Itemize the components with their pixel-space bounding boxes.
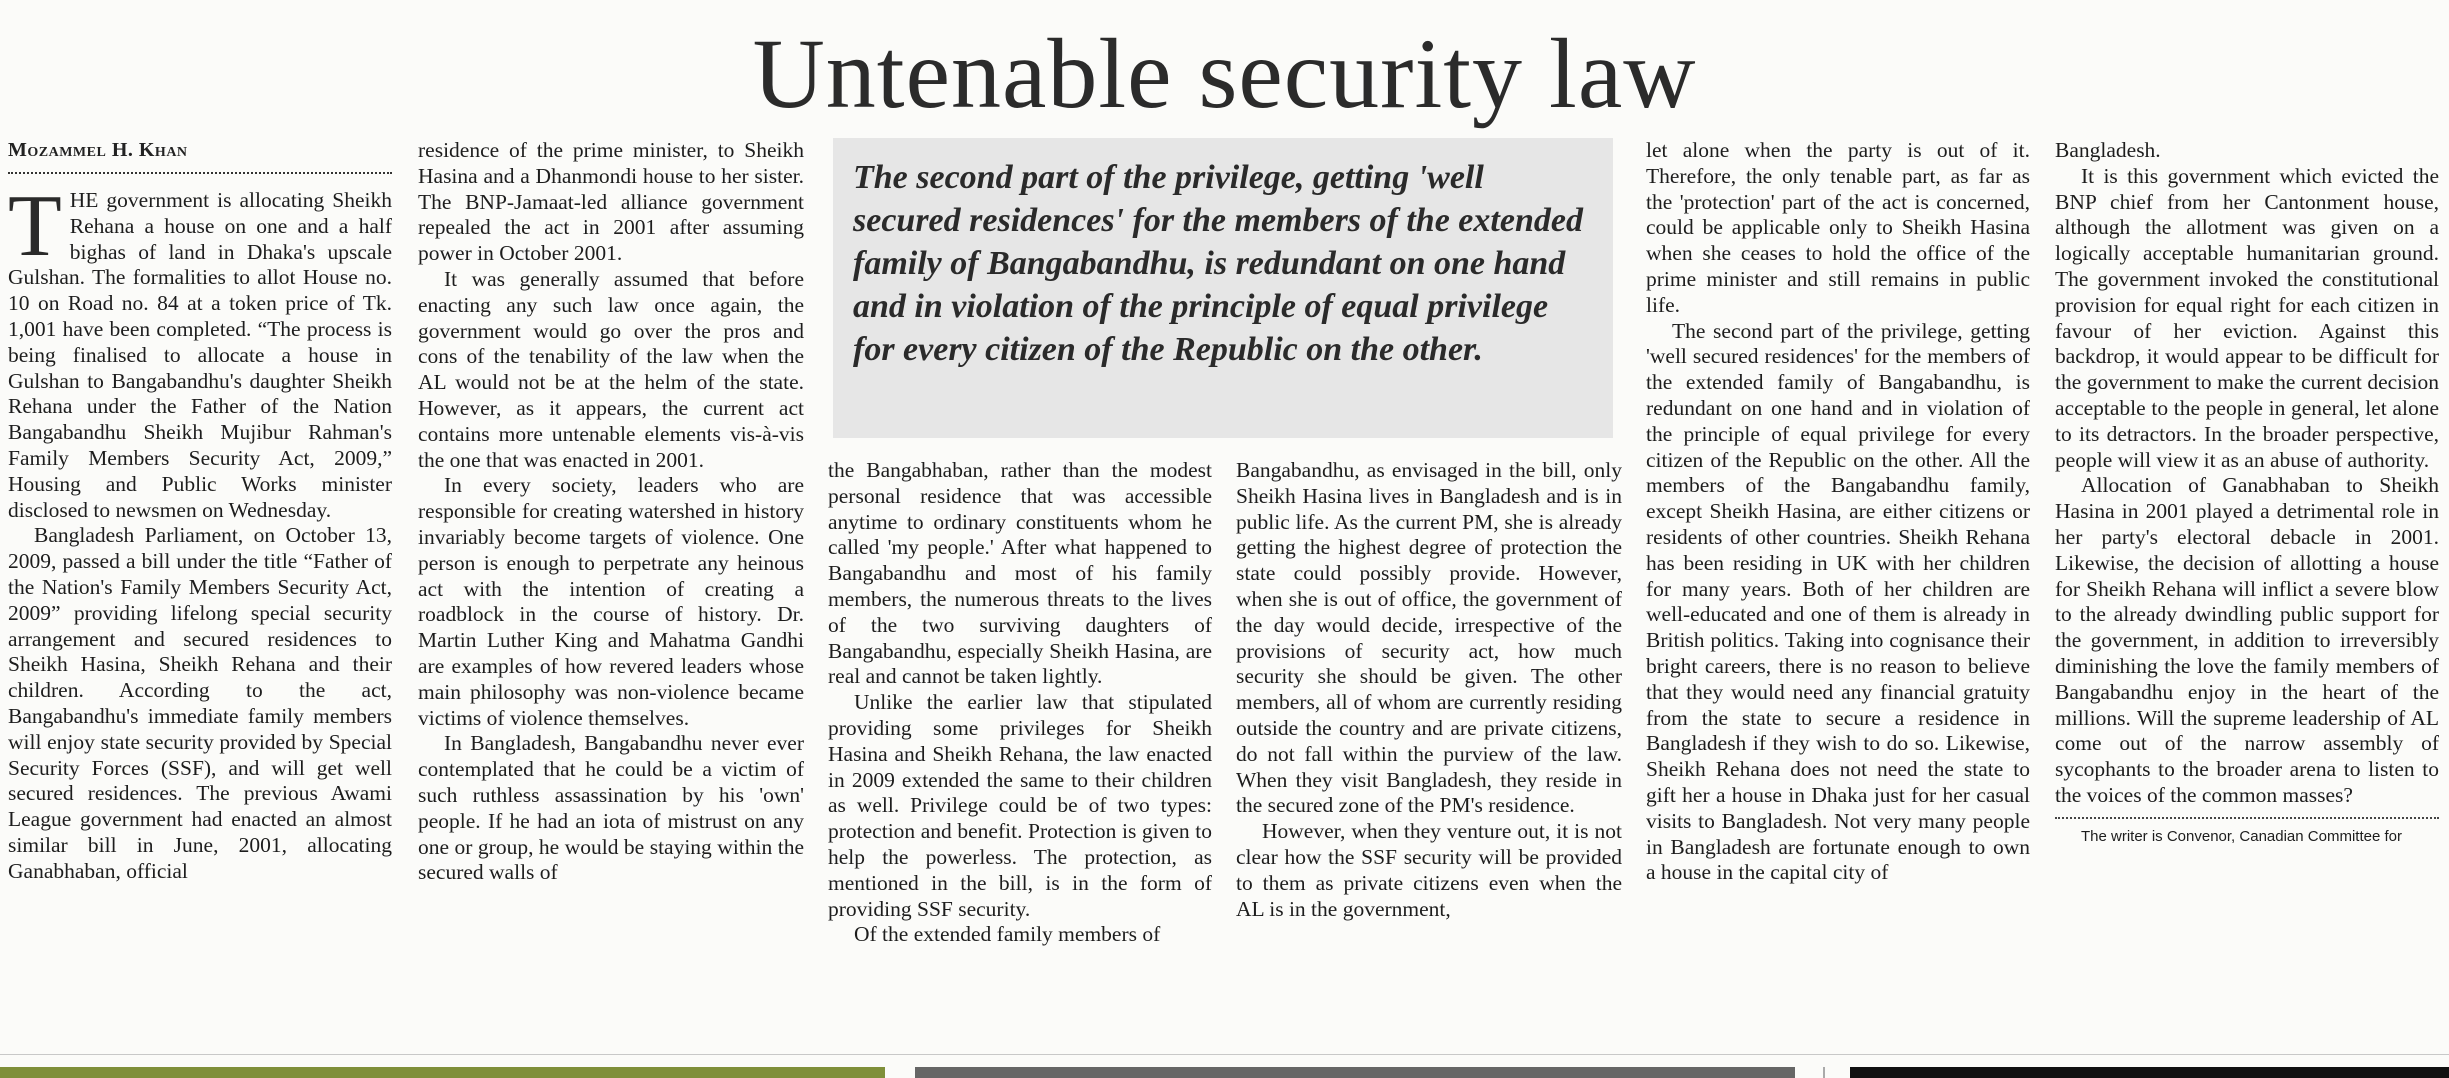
column-2 (418, 138, 804, 1070)
paragraph: The second part of the privilege, getting 'well secured residences' for the members of the extended family of Bangabandhu, is redundant on one hand and in violation of the principle of equal privilege for every citizen of the Republic on the other. All the members of the Bangabandhu family, except Sheikh Hasina, are either citizens or residents of other countries. Sheikh Rehana has been residing in UK with her children for many years. Both of her children are well-educated and one of them is already in British politics. Taking into cognisance their bright careers, there is no reason to believe that they would need any financial gratuity from the state to secure a residence in Bangladesh if they wish to do so. Likewise, Sheikh Rehana does not need the state to gift her a house in Dhaka just for her casual visits to Bangladesh. Not very many people in Bangladesh are fortunate enough to own a house in the capital city of (1646, 318, 2030, 885)
paragraph: Bangladesh. (2055, 138, 2161, 162)
paragraph: Bangabandhu, as envisaged in the bill, only Sheikh Hasina lives in Bangladesh and is in public life. As the current PM, she is already getting the highest degree of protection the state could possibly provide. However, when she is out of office, the government of the day would decide, irrespective of the provisions of security act, how much security she should be given. The other members, all of whom are currently residing outside the country and are private citizens, do not fall within the purview of the law. When they visit Bangladesh, they reside in the secured zone of the PM's residence. (1236, 458, 1622, 818)
paragraph: residence of the prime minister, to Sheikh Hasina and a Dhanmondi house to her sister. The BNP-Jamaat-led alliance government repealed the act in 2001 after assuming power in October 2001. (418, 138, 804, 266)
paragraph: In Bangladesh, Bangabandhu never ever contemplated that he could be a victim of such ruthless assassination by his 'own' people. If he had an iota of mistrust on any one or group, he would be staying within the secured walls of (418, 731, 804, 885)
paragraph: Unlike the earlier law that stipulated providing some privileges for Sheikh Hasina and Sheikh Rehana, the law enacted in 2009 extended the same to their children as well. Privilege could be of two types: protection and benefit. Protection is given to help the powerless. The protection, as mentioned in the bill, is in the form of providing SSF security. (828, 690, 1212, 921)
footer-band-grey (915, 1067, 1795, 1078)
paragraph: THE government is allocating Sheikh Rehana a house on one and a half bighas of land in Dhaka's upscale Gulshan. The formalities to allot House no. 10 on Road no. 84 at a token price of Tk. 1,001 have been completed. “The process is being finalised to allocate a house in Gulshan to Bangabandhu's daughter Sheikh Rehana under the Father of the Nation Bangabandhu Sheikh Mujibur Rahman's Family Members Security Act, 2009,” Housing and Public Works minister disclosed to newsmen on Wednesday. (8, 178, 392, 522)
paragraph: It is this government which evicted the BNP chief from her Cantonment house, although the allotment was given on a logically acceptable humanitarian ground. The government invoked the constitutional provision for equal right for each citizen in favour of her eviction. Against this backdrop, it would appear to be difficult for the government to make the current decision acceptable to the people in general, let alone to its detractors. In the broader perspective, people will view it as an abuse of authority. (2055, 163, 2439, 472)
column-1 (8, 138, 392, 1070)
paragraph: let alone when the party is out of it. Therefore, the only tenable part, as far as the 'protection' part of the act is concerned, could be applicable only to Sheikh Hasina when she ceases to hold the office of the prime minister and still remains in public life. (1646, 138, 2030, 317)
footer-divider (0, 1054, 2449, 1055)
paragraph: Bangladesh Parliament, on October 13, 2009, passed a bill under the title “Father of the Nation's Family Members Security Act, 2009” providing lifelong special security arrangement and secured residences to Sheikh Hasina, Sheikh Rehana and their children. According to the act, Bangabandhu's immediate family members will enjoy state security provided by Special Security Forces (SSF), and will get well secured residences. The previous Awami League government had enacted an almost similar bill in June, 2001, allocating Ganabhaban, official (8, 523, 392, 883)
pull-quote: The second part of the privilege, getting 'well secured residences' for the members of the extended family of Bangabandhu, is redundant on one hand and in violation of the principle of equal privilege for every citizen of the Republic on the other. (833, 138, 1613, 438)
footer-band-black (1850, 1067, 2449, 1078)
paragraph: Of the extended family members of (854, 922, 1161, 947)
author-note: The writer is Convenor, Canadian Committee for (2081, 827, 2402, 845)
column-4 (1236, 458, 1622, 1070)
byline: Mozammel H. Khan (8, 139, 188, 161)
footer-band-separator (1823, 1067, 1825, 1078)
column-6 (2055, 138, 2439, 1070)
column-3 (828, 458, 1212, 1070)
byline-rule (8, 172, 392, 174)
paragraph: In every society, leaders who are responsible for creating watershed in history invariably become targets of violence. One person is enough to perpetrate any heinous act with the intention of creating a roadblock in the course of history. Dr. Martin Luther King and Mahatma Gandhi are examples of how revered leaders whose main philosophy was non-violence became victims of violence themselves. (418, 473, 804, 730)
dropcap: T (8, 178, 62, 275)
endnote-rule (2055, 817, 2439, 847)
footer-band-green (0, 1067, 885, 1078)
paragraph: It was generally assumed that before enacting any such law once again, the government would go over the pros and cons of the tenability of the law when the AL would not be at the helm of the state. However, as it appears, the current act contains more untenable elements vis-à-vis the one that was enacted in 2001. (418, 266, 804, 472)
headline: Untenable security law (752, 18, 1697, 129)
column-5 (1646, 138, 2030, 1070)
page-top-strip (0, 0, 2449, 8)
paragraph: Allocation of Ganabhaban to Sheikh Hasina in 2001 played a detrimental role in her party's electoral debacle in 2001. Likewise, the decision of allotting a house for Sheikh Rehana will inflict a severe blow to the already dwindling public support for the government, in addition to irreversibly diminishing the love the family members of Bangabandhu enjoy in the heart of the millions. Will the supreme leadership of AL come out of the narrow assembly of sycophants to the broader arena to listen to the voices of the common masses? (2055, 473, 2439, 807)
paragraph: the Bangabhaban, rather than the modest personal residence that was accessible anytime to ordinary constituents whom he called 'my people.' After what happened to Bangabandhu and most of his family members, the numerous threats to the lives of the two surviving daughters of Bangabandhu, especially Sheikh Hasina, are real and cannot be taken lightly. (828, 458, 1212, 689)
paragraph: However, when they venture out, it is not clear how the SSF security will be provided to them as private citizens even when the AL is in the government, (1236, 819, 1622, 921)
